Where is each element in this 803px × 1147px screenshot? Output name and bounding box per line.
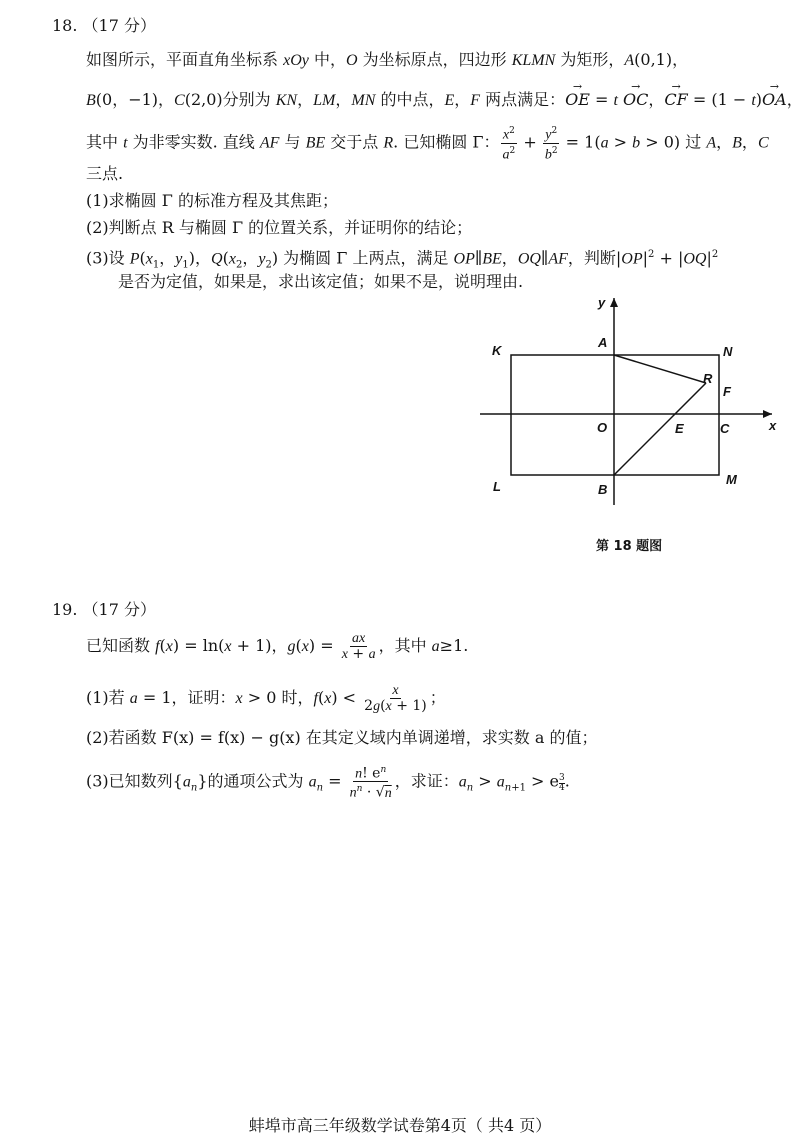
- q18-line-4: 三点.: [86, 164, 124, 183]
- label-k: K: [492, 343, 502, 358]
- q18-line-1: 如图所示，平面直角坐标系 xOy 中，O 为坐标原点，四边形 KLMN 为矩形，A(0,1)，: [86, 50, 689, 69]
- label-x-axis: x: [769, 418, 777, 433]
- figure-caption: 第 18 题图: [596, 539, 663, 554]
- g-fraction: $\frac{ax}{x + a}$: [341, 631, 376, 662]
- q19-sub-2: (2)若函数 F(x) = f(x) − g(x) 在其定义域内单调递增，求实数 a 的值；: [86, 728, 598, 747]
- sub1-fraction: $\frac{x}{2g(x + 1)}$: [364, 683, 427, 714]
- label-y-axis: y: [598, 295, 606, 310]
- q19-points: （17 分）: [82, 600, 156, 619]
- y-axis-arrow: [610, 298, 618, 307]
- q18-figure: [470, 292, 790, 532]
- q19-sub-3: (3)已知数列$\{a_n\}$的通项公式为 $a_n$ = $\frac{n! e^n}{n^n \cdot √n}$ ，求证：$a_n > a_{n+1} > e$ $^{\frac{3}{4}}$ .: [86, 764, 570, 801]
- q19-heading: [52, 600, 156, 620]
- label-a: A: [598, 335, 608, 350]
- label-o: O: [597, 420, 608, 435]
- line-be: [614, 383, 706, 475]
- q18-heading: [52, 16, 156, 36]
- ellipse-x-term: $\frac{x^2}{a^2}$: [502, 126, 516, 163]
- q18-line-2: B(0，−1)，C(2,0)分别为 KN，LM，MN 的中点，E，F 两点满足：→ OE = t → OC，→ CF = (1 − t)→ OA，: [86, 90, 803, 111]
- label-b: B: [598, 482, 608, 497]
- label-l: L: [493, 479, 501, 494]
- q19-line-1: 已知函数 f(x) = ln(x + 1)，g(x) = $\frac{ax}{x + a}$ ，其中 a≥1.: [86, 631, 469, 662]
- q18-points: （17 分）: [82, 16, 156, 35]
- line-af: [614, 355, 706, 383]
- q18-sub-3-cont: 是否为定值，如果是，求出该定值；如果不是，说明理由.: [118, 272, 524, 291]
- label-e: E: [675, 421, 684, 436]
- label-r: R: [703, 371, 713, 386]
- an-fraction: $\frac{n! e^n}{n^n \cdot √n}$: [349, 764, 392, 801]
- q18-sub-3: (3)设 $P(x_1$，$y_1$)，$Q(x_2$，$y_2$) 为椭圆 Γ 上两点，满足 OP∥BE，OQ∥AF，判断$|OP|^2 + |OQ|^2$: [86, 248, 719, 271]
- label-c: C: [720, 421, 730, 436]
- label-m: M: [726, 472, 737, 487]
- q19-number: 19.: [52, 600, 78, 619]
- q18-number: 18.: [52, 16, 78, 35]
- label-f: F: [723, 384, 731, 399]
- q18-sub-2: (2)判断点 R 与椭圆 Γ 的位置关系，并证明你的结论；: [86, 218, 473, 237]
- q19-sub-1: (1)若 a = 1，证明：x > 0 时，f(x) < $\frac{x}{2g(x + 1)}$ ；: [86, 683, 446, 714]
- ellipse-y-term: $\frac{y^2}{b^2}$: [544, 126, 558, 163]
- x-axis-arrow: [763, 410, 772, 418]
- q18-sub-1: (1)求椭圆 Γ 的标准方程及其焦距；: [86, 191, 338, 210]
- label-n: N: [723, 344, 733, 359]
- rectangle-klmn: [511, 355, 719, 475]
- page-footer: 蚌埠市高三年级数学试卷第4页（ 共4 页）: [248, 1116, 552, 1135]
- q18-line-3: 其中 t 为非零实数. 直线 AF 与 BE 交于点 R. 已知椭圆 Γ： $\frac{x^2}{a^2}$ + $\frac{y^2}{b^2}$ = 1(a > b > 0) 过 A，B，C: [86, 126, 769, 163]
